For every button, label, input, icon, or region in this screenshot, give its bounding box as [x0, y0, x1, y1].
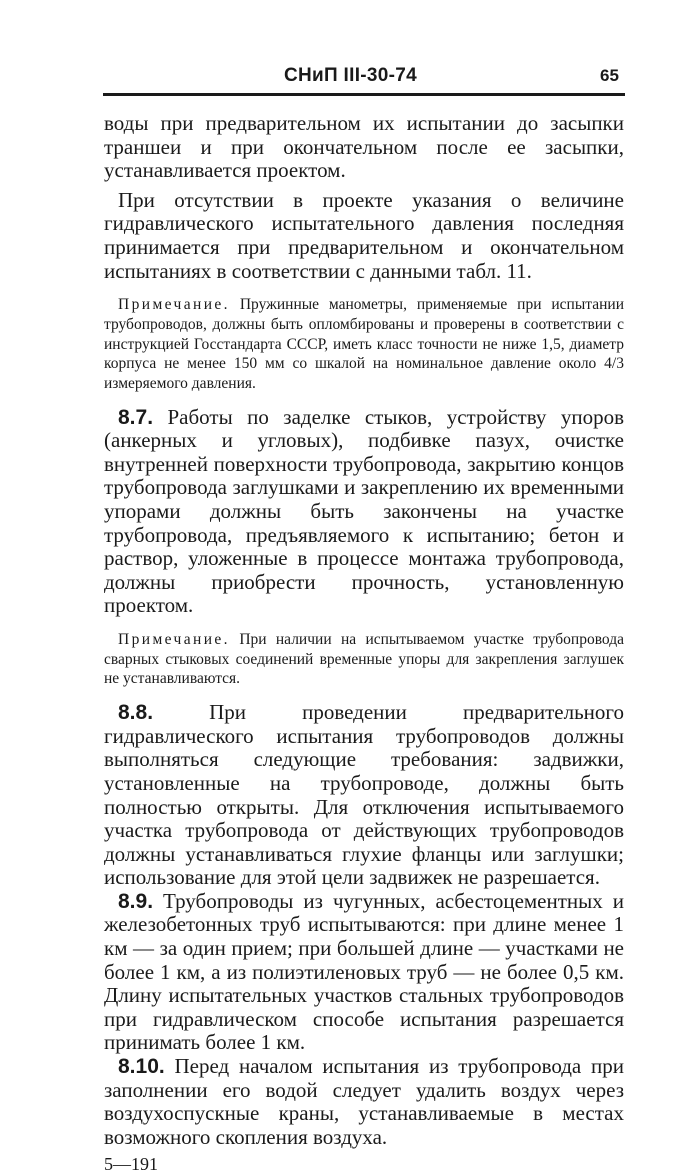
section-text: Работы по заделке стыков, устройству упоров (анкерных и угловых), подбивке пазух, очистке внутренней поверхности трубопровода, закрытию концов трубопровода заглушками и закреплению их временными упорами должны быть закончены на участке трубопровода, предъявляемого к испытанию; бетон и раствор, уложенные в процессе монтажа трубопровода, должны приобрести прочность, установленную проектом.	[104, 404, 624, 618]
page-header	[0, 62, 700, 90]
paragraph-continuation	[104, 112, 624, 183]
note-text: Пружинные манометры, применяемые при испытании трубопроводов, должны быть опломбированы и проверены в соответствии с инструкцией Госстандарта СССР, иметь класс точности не ниже 1,5, диаметр корпуса не менее 150 мм со шкалой на номинальное давление около 4/3 измеряемого давления.	[104, 296, 624, 392]
section-number: 8.8.	[118, 701, 154, 725]
section-8-9	[104, 890, 624, 1055]
section-text: Перед началом испытания из трубопровода при заполнении его водой следует удалить воздух через воздухоспускные краны, устанавливаемые в местах возможного скопления воздуха.	[104, 1054, 625, 1149]
section-text: Трубопроводы из чугунных, асбестоцементных и железобетонных труб испытываются: при длине менее 1 км — за один прием; при большей длине — участками не более 1 км, а из полиэтиленовых труб — не более 0,5 км. Длину испытательных участков стальных трубопроводов при гидравлическом способе испытания разрешается принимать более 1 км.	[104, 888, 625, 1055]
signature-mark: 5—191	[104, 1154, 158, 1175]
paragraph-text: При отсутствии в проекте указания о величине гидравлического испытательного давления последняя принимается при предварительном и окончательном испытаниях в соответствии с данными табл. 11.	[104, 187, 624, 283]
page-body	[104, 112, 624, 1175]
section-8-10	[104, 1055, 624, 1149]
document-code: СНиП III-30-74	[284, 65, 418, 86]
section-8-7	[104, 406, 624, 618]
section-number: 8.9.	[118, 889, 154, 913]
note-label: Примечание.	[118, 296, 230, 314]
note-text: При наличии на испытываемом участке трубопровода сварных стыковых соединений временные упоры для закрепления заглушек не устанавливаются.	[104, 631, 625, 688]
paragraph-text: воды при предварительном их испытании до засыпки траншеи и при окончательном после ее засыпки, устанавливается проектом.	[104, 111, 624, 183]
note-label: Примечание.	[118, 631, 230, 649]
section-number: 8.7.	[118, 405, 154, 429]
paragraph-test-pressure	[104, 189, 624, 283]
page-number: 65	[600, 66, 619, 85]
header-rule	[103, 93, 625, 96]
section-text: При проведении предварительного гидравлического испытания трубопроводов должны выполняться следующие требования: задвижки, установленные на трубопроводе, должны быть полностью открыты. Для отключения испытываемого участка трубопровода от действующих трубопроводов должны устанавливаться глухие фланцы или заглушки; использование для этой цели задвижек не разрешается.	[104, 700, 625, 890]
note-welded-joints	[104, 630, 624, 689]
note-manometers	[104, 295, 624, 394]
section-8-8	[104, 701, 624, 890]
section-number: 8.10.	[118, 1055, 165, 1079]
